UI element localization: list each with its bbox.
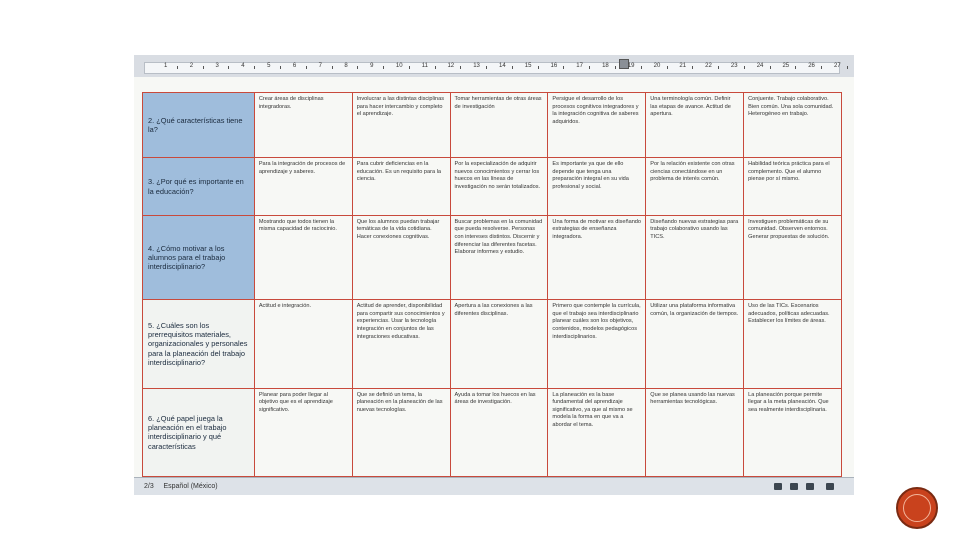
ruler-number: 18 (602, 63, 609, 69)
table-row (143, 388, 842, 476)
answer-cell[interactable]: Uso de las TICs. Escenarios adecuados, políticas adecuadas. Establecer los límites de áreas. (744, 300, 842, 388)
ruler-tick (383, 66, 384, 69)
answer-cell[interactable]: Habilidad teórica práctica para el complemento. Que el alumno piense por sí mismo. (744, 158, 842, 216)
answer-cell[interactable]: Investiguen problemáticas de su comunidad. Observen entornos. Generar propuestas de solución. (744, 215, 842, 299)
ruler-number: 13 (473, 63, 480, 69)
answer-cell[interactable]: Buscar problemas en la comunidad que pueda resolverse. Personas con intereses distintos. Discernir y diferenciar las diferentes facetas. Elaborar informes y estudio. (450, 215, 548, 299)
horizontal-ruler[interactable] (134, 55, 854, 78)
status-text (144, 483, 218, 490)
ruler-number: 21 (679, 63, 687, 69)
ruler-number: 6 (292, 63, 297, 69)
question-cell[interactable]: 3. ¿Por qué es importante en la educación? (143, 158, 255, 216)
ruler-number: 5 (267, 63, 271, 69)
ruler-tick (589, 66, 590, 69)
ruler-tick (847, 66, 848, 69)
ruler-tick (692, 66, 693, 69)
answer-cell[interactable]: Crear áreas de disciplinas integradoras. (254, 93, 352, 158)
table-row (143, 158, 842, 216)
ruler-number: 9 (370, 63, 374, 69)
answer-cell[interactable]: Actitud de aprender, disponibilidad para compartir sus conocimientos y experiencias. Usar la tecnología integración en conjuntos de las integraciones educativas. (352, 300, 450, 388)
answer-cell[interactable]: La planeación porque permite llegar a la meta planeación. Que sea realmente interdisciplinaria. (744, 388, 842, 476)
badge-ring (903, 494, 931, 522)
ruler-number: 3 (215, 63, 219, 69)
question-cell[interactable]: 6. ¿Qué papel juega la planeación en el trabajo interdisciplinario y qué características (143, 388, 255, 476)
ruler-number: 11 (421, 63, 428, 69)
ruler-tick (435, 66, 436, 69)
battery-icon[interactable] (806, 483, 814, 490)
ruler-number: 24 (756, 63, 764, 69)
question-cell[interactable]: 4. ¿Cómo motivar a los alumnos para el trabajo interdisciplinario? (143, 215, 255, 299)
ruler-number: 15 (524, 63, 532, 69)
answer-cell[interactable]: Que se definió un tema, la planeación en la planeación de las nuevas tecnologías. (352, 388, 450, 476)
answer-cell[interactable]: Involucrar a las distintas disciplinas para hacer intercambio y completo el aprendizaje. (352, 93, 450, 158)
ruler-number: 23 (730, 63, 738, 69)
answer-cell[interactable]: Una forma de motivar es diseñando estrategias de enseñanza integradora. (548, 215, 646, 299)
answer-cell[interactable]: Que los alumnos puedan trabajar temáticas de la vida cotidiana. Hacer conexiones cognitivas. (352, 215, 450, 299)
comparison-table (142, 92, 842, 477)
ruler-number: 2 (189, 63, 194, 69)
ruler-tick (641, 66, 642, 69)
question-cell[interactable]: 2. ¿Qué características tiene la? (143, 93, 255, 158)
ruler-tick (718, 66, 719, 69)
ruler-tick (228, 66, 229, 69)
document-page[interactable] (134, 77, 854, 477)
answer-cell[interactable]: Conjuente. Trabajo colaborativo. Bien común. Una sola comunidad. Heterogéneo en trabajo. (744, 93, 842, 158)
ruler-tick (563, 66, 564, 69)
answer-cell[interactable]: Una terminología común. Definir las etapas de avance. Actitud de apertura. (646, 93, 744, 158)
answer-cell[interactable]: Mostrando que todos tienen la misma capacidad de raciocinio. (254, 215, 352, 299)
ruler-tick (667, 66, 668, 69)
ruler-number: 25 (782, 63, 790, 69)
answer-cell[interactable]: Utilizar una plataforma informativa común, la organización de tiempos. (646, 300, 744, 388)
ruler-tick (254, 66, 255, 69)
ruler-number: 4 (241, 63, 245, 69)
answer-cell[interactable]: Para cubrir deficiencias en la educación. Es un requisito para la ciencia. (352, 158, 450, 216)
ruler-number: 17 (576, 63, 583, 69)
document-screenshot (134, 55, 854, 495)
answer-cell[interactable]: Apertura a las conexiones a las diferentes disciplinas. (450, 300, 548, 388)
answer-cell[interactable]: Actitud e integración. (254, 300, 352, 388)
ruler-number: 20 (653, 63, 661, 69)
ruler-number: 7 (318, 63, 322, 69)
answer-cell[interactable]: Primero que contemple la currícula, que el trabajo sea interdisciplinario planear cuáles son los objetivos, contenidos, modelos pedagógicos interdisciplinarios. (548, 300, 646, 388)
ruler-tick (203, 66, 204, 69)
answer-cell[interactable]: Es importante ya que de ello depende que tenga una preparación integral en su vida profesional y social. (548, 158, 646, 216)
answer-cell[interactable]: Ayuda a tomar los huecos en las áreas de investigación. (450, 388, 548, 476)
answer-cell[interactable]: Que se planea usando las nuevas herramientas tecnológicas. (646, 388, 744, 476)
answer-cell[interactable]: Diseñando nuevas estrategias para trabajo colaborativo usando las TICS. (646, 215, 744, 299)
notification-icon[interactable] (826, 483, 834, 490)
ruler-number: 27 (834, 63, 841, 69)
language-indicator[interactable]: Español (México) (163, 483, 218, 490)
ruler-number: 26 (808, 63, 815, 69)
ruler-number: 1 (164, 63, 168, 69)
ruler-tick (512, 66, 513, 69)
ruler-tick (821, 66, 822, 69)
table-row (143, 215, 842, 299)
ruler-tick (306, 66, 307, 69)
status-bar (134, 477, 854, 495)
ruler-tick (486, 66, 487, 69)
answer-cell[interactable]: Por la especialización de adquirir nuevos conocimientos y cerrar los huecos en las líneas de investigación no serán totalizados. (450, 158, 548, 216)
ruler-tick (332, 66, 333, 69)
ruler-number: 14 (499, 63, 506, 69)
ruler-number: 10 (395, 63, 403, 69)
ruler-number: 12 (447, 63, 455, 69)
ruler-tick (795, 66, 796, 69)
answer-cell[interactable]: Para la integración de procesos de aprendizaje y saberes. (254, 158, 352, 216)
ruler-number: 19 (627, 63, 635, 69)
slide-badge-icon (896, 487, 938, 529)
page-indicator: 2/3 (144, 483, 154, 490)
answer-cell[interactable]: Tomar herramientas de otras áreas de investigación (450, 93, 548, 158)
question-cell[interactable]: 5. ¿Cuáles son los prerrequisitos materiales, organizacionales y personales para la planeación del trabajo interdisciplinario? (143, 300, 255, 388)
ruler-tick (744, 66, 745, 69)
volume-icon[interactable] (790, 483, 798, 490)
answer-cell[interactable]: Planear para poder llegar al objetivo que es el aprendizaje significativo. (254, 388, 352, 476)
network-icon[interactable] (774, 483, 782, 490)
ruler-number: 16 (550, 63, 558, 69)
ruler-tick (615, 66, 616, 69)
ruler-number: 8 (344, 63, 348, 69)
table-row (143, 300, 842, 388)
ruler-tick (177, 66, 178, 69)
ruler-tick (357, 66, 358, 69)
answer-cell[interactable]: La planeación es la base fundamental del aprendizaje significativo, ya que al mismo se modela la forma en que va a abordar el tema. (548, 388, 646, 476)
ruler-number: 22 (705, 63, 712, 69)
ruler-tick (409, 66, 410, 69)
ruler-tick (770, 66, 771, 69)
table-row (143, 93, 842, 158)
ruler-tick (538, 66, 539, 69)
answer-cell[interactable]: Persigue el desarrollo de los procesos cognitivos integradores y la integración cognitiva de saberes adquiridos. (548, 93, 646, 158)
ruler-tick (280, 66, 281, 69)
answer-cell[interactable]: Por la relación existente con otras ciencias conectándose en un problema de interés común. (646, 158, 744, 216)
ruler-tick (460, 66, 461, 69)
